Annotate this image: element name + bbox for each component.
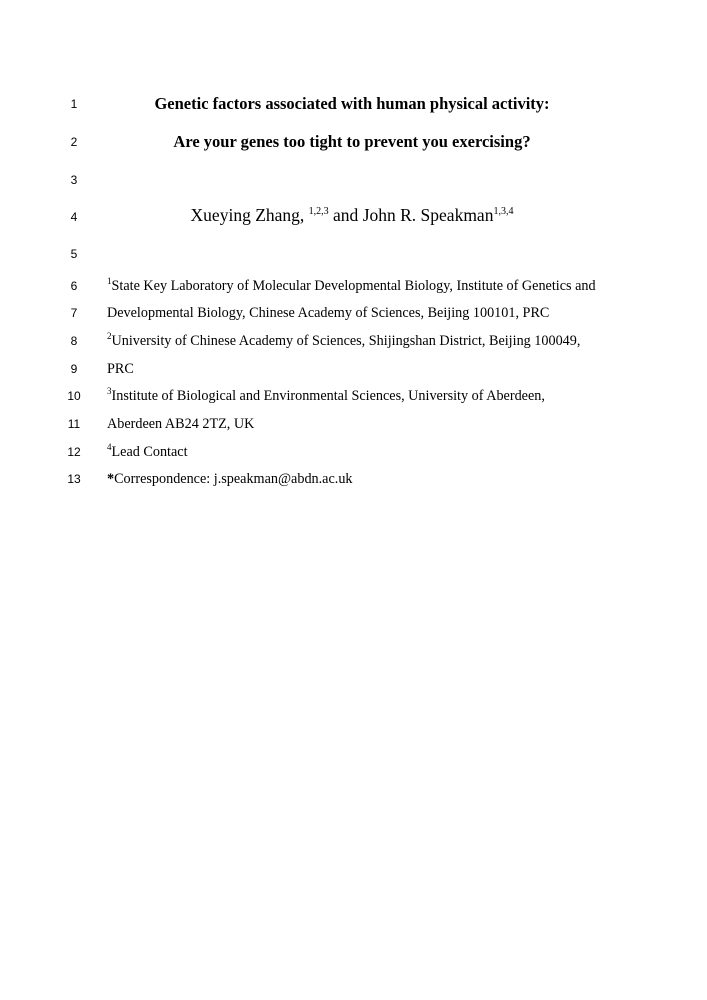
paper-title-line-2: Are your genes too tight to prevent you exercising? (173, 132, 531, 151)
affiliation-1-line-1 (107, 277, 596, 296)
author-name: Xueying Zhang, (190, 205, 305, 225)
line-number: 11 (67, 417, 81, 431)
affiliation-1-line-2: Developmental Biology, Chinese Academy of Sciences, Beijing 100101, PRC (107, 305, 550, 321)
line-number: 12 (67, 445, 81, 459)
line-number: 9 (70, 362, 78, 376)
affiliation-text: University of Chinese Academy of Sciences, Shijingshan District, Beijing 100049, (111, 333, 581, 349)
affiliation-text: State Key Laboratory of Molecular Developmental Biology, Institute of Genetics and (111, 278, 596, 294)
correspondence-asterisk: * (107, 471, 115, 487)
affiliation-4-line-1 (107, 443, 188, 462)
line-number: 5 (70, 247, 78, 261)
author-name: John R. Speakman (362, 205, 494, 225)
affiliation-text: Lead Contact (111, 444, 188, 460)
line-number: 2 (70, 135, 78, 149)
affiliation-3-line-2: Aberdeen AB24 2TZ, UK (107, 416, 255, 432)
line-number: 13 (67, 472, 81, 486)
line-number: 4 (70, 210, 78, 224)
author-affiliation-marks: 1,2,3 (308, 206, 329, 217)
affiliation-2-line-2: PRC (107, 361, 134, 377)
author-affiliation-marks: 1,3,4 (493, 206, 514, 217)
author-conjunction: and (333, 205, 359, 225)
paper-title-line-1: Genetic factors associated with human physical activity: (154, 94, 550, 113)
affiliation-text: Institute of Biological and Environmental Sciences, University of Aberdeen, (111, 388, 545, 404)
correspondence-email: Correspondence: j.speakman@abdn.ac.uk (114, 471, 353, 487)
line-number: 1 (70, 97, 78, 111)
line-number: 7 (70, 306, 78, 320)
affiliation-mark: 2 (107, 331, 112, 341)
line-number: 10 (67, 389, 81, 403)
affiliation-mark: 1 (107, 276, 112, 286)
line-number: 3 (70, 173, 78, 187)
affiliation-mark: 3 (107, 386, 112, 396)
line-number: 6 (70, 279, 78, 293)
author-list (107, 206, 597, 228)
line-number: 8 (70, 334, 78, 348)
affiliation-3-line-1 (107, 387, 545, 406)
affiliation-mark: 4 (107, 442, 112, 452)
affiliation-2-line-1 (107, 332, 580, 351)
correspondence-line (107, 470, 353, 488)
